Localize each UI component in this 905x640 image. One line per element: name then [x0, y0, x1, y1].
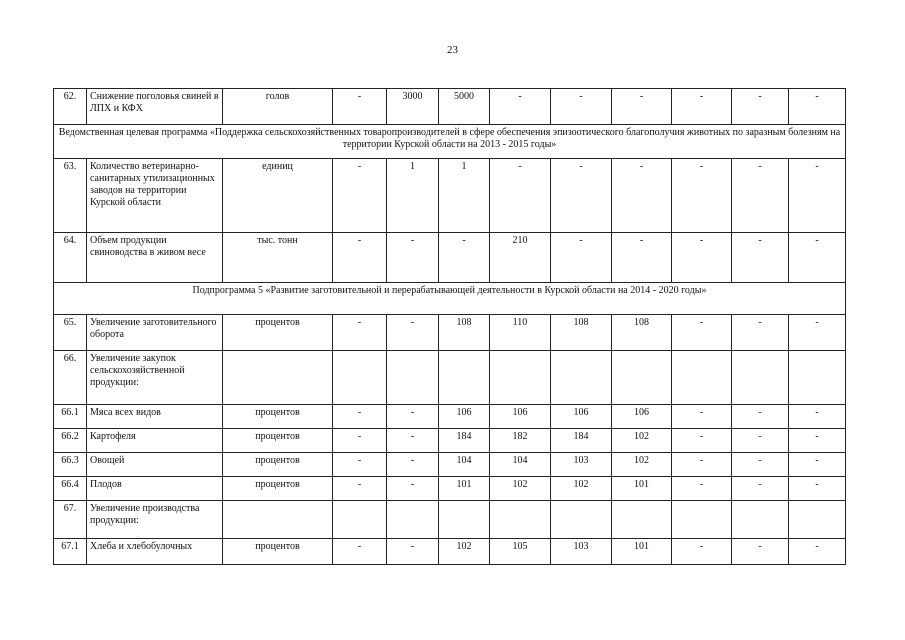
value-cell: 110	[490, 315, 551, 351]
value-cell: 103	[551, 539, 612, 565]
value-cell: -	[672, 453, 732, 477]
value-cell: -	[333, 405, 387, 429]
table-row	[54, 453, 846, 477]
indicator-name: Картофеля	[87, 429, 223, 453]
value-cell: -	[551, 89, 612, 125]
value-cell	[439, 501, 490, 539]
value-cell: 101	[612, 539, 672, 565]
row-number: 66.2	[54, 429, 87, 453]
value-cell: -	[732, 477, 789, 501]
value-cell: -	[732, 453, 789, 477]
value-cell: 101	[439, 477, 490, 501]
value-cell	[672, 351, 732, 405]
section-title: Ведомственная целевая программа «Поддержка сельскохозяйственных товаропроизводителей в сфере обеспечения эпизоотического благополучия животных по заразным болезням на территории Курской области на 2013 - 2015 годы»	[54, 125, 846, 159]
value-cell: -	[789, 429, 846, 453]
value-cell: -	[551, 159, 612, 233]
indicator-name: Увеличение заготовительного оборота	[87, 315, 223, 351]
value-cell: -	[333, 159, 387, 233]
value-cell: -	[732, 233, 789, 283]
value-cell: -	[672, 89, 732, 125]
value-cell	[789, 501, 846, 539]
value-cell: 210	[490, 233, 551, 283]
value-cell: -	[387, 405, 439, 429]
unit-cell: голов	[223, 89, 333, 125]
value-cell	[732, 351, 789, 405]
value-cell: -	[789, 89, 846, 125]
value-cell: 106	[551, 405, 612, 429]
value-cell: -	[439, 233, 490, 283]
value-cell: 1	[439, 159, 490, 233]
value-cell: -	[672, 405, 732, 429]
value-cell: -	[333, 453, 387, 477]
indicator-name: Хлеба и хлебобулочных	[87, 539, 223, 565]
value-cell: -	[732, 405, 789, 429]
row-number: 63.	[54, 159, 87, 233]
value-cell: 105	[490, 539, 551, 565]
value-cell: -	[789, 233, 846, 283]
value-cell	[612, 501, 672, 539]
value-cell: -	[789, 405, 846, 429]
value-cell	[612, 351, 672, 405]
value-cell: -	[672, 477, 732, 501]
value-cell: -	[387, 477, 439, 501]
value-cell: 184	[551, 429, 612, 453]
indicators-table	[53, 88, 846, 565]
value-cell	[439, 351, 490, 405]
section-heading-row	[54, 283, 846, 315]
unit-cell	[223, 501, 333, 539]
value-cell: -	[333, 315, 387, 351]
value-cell	[551, 351, 612, 405]
value-cell: -	[732, 539, 789, 565]
page-number: 23	[447, 44, 458, 56]
table-row	[54, 477, 846, 501]
table-row	[54, 351, 846, 405]
value-cell: -	[732, 89, 789, 125]
value-cell: 104	[439, 453, 490, 477]
value-cell: -	[333, 233, 387, 283]
value-cell: -	[789, 159, 846, 233]
value-cell: 106	[612, 405, 672, 429]
value-cell: 3000	[387, 89, 439, 125]
value-cell: 108	[439, 315, 490, 351]
value-cell: -	[387, 429, 439, 453]
unit-cell: процентов	[223, 539, 333, 565]
table-row	[54, 315, 846, 351]
indicator-name: Увеличение закупок сельскохозяйственной продукции:	[87, 351, 223, 405]
table-row	[54, 405, 846, 429]
value-cell	[789, 351, 846, 405]
value-cell: 102	[490, 477, 551, 501]
value-cell: -	[789, 539, 846, 565]
table-row	[54, 89, 846, 125]
row-number: 66.4	[54, 477, 87, 501]
value-cell: 102	[551, 477, 612, 501]
value-cell: -	[672, 429, 732, 453]
value-cell: -	[387, 233, 439, 283]
value-cell: 182	[490, 429, 551, 453]
row-number: 66.3	[54, 453, 87, 477]
value-cell: -	[612, 89, 672, 125]
value-cell: 102	[612, 453, 672, 477]
indicator-name: Овощей	[87, 453, 223, 477]
value-cell	[490, 501, 551, 539]
indicator-name: Снижение поголовья свиней в ЛПХ и КФХ	[87, 89, 223, 125]
row-number: 67.	[54, 501, 87, 539]
value-cell: -	[789, 477, 846, 501]
value-cell: -	[672, 539, 732, 565]
value-cell: -	[732, 159, 789, 233]
value-cell: 108	[612, 315, 672, 351]
indicator-name: Объем продукции свиноводства в живом весе	[87, 233, 223, 283]
value-cell: 103	[551, 453, 612, 477]
value-cell: 184	[439, 429, 490, 453]
value-cell: -	[612, 159, 672, 233]
value-cell	[732, 501, 789, 539]
table-row	[54, 159, 846, 233]
value-cell	[333, 351, 387, 405]
value-cell: 1	[387, 159, 439, 233]
indicator-name: Увеличение производства продукции:	[87, 501, 223, 539]
section-heading-row	[54, 125, 846, 159]
value-cell: 101	[612, 477, 672, 501]
table-row	[54, 429, 846, 453]
value-cell: -	[732, 429, 789, 453]
section-title: Подпрограмма 5 «Развитие заготовительной и перерабатывающей деятельности в Курской области на 2014 - 2020 годы»	[54, 283, 846, 315]
value-cell: 104	[490, 453, 551, 477]
value-cell: -	[333, 477, 387, 501]
unit-cell: единиц	[223, 159, 333, 233]
row-number: 62.	[54, 89, 87, 125]
value-cell: -	[551, 233, 612, 283]
unit-cell: процентов	[223, 315, 333, 351]
value-cell	[333, 501, 387, 539]
value-cell: -	[672, 233, 732, 283]
table-row	[54, 501, 846, 539]
value-cell: -	[672, 159, 732, 233]
value-cell	[672, 501, 732, 539]
indicator-name: Мяса всех видов	[87, 405, 223, 429]
indicator-name: Плодов	[87, 477, 223, 501]
value-cell	[490, 351, 551, 405]
value-cell: -	[672, 315, 732, 351]
unit-cell: процентов	[223, 477, 333, 501]
value-cell: -	[333, 539, 387, 565]
value-cell: 102	[439, 539, 490, 565]
value-cell: -	[789, 315, 846, 351]
value-cell: 106	[439, 405, 490, 429]
row-number: 66.	[54, 351, 87, 405]
unit-cell	[223, 351, 333, 405]
table-row	[54, 233, 846, 283]
value-cell	[387, 351, 439, 405]
value-cell: -	[387, 453, 439, 477]
value-cell: -	[732, 315, 789, 351]
value-cell: -	[789, 453, 846, 477]
value-cell: -	[333, 89, 387, 125]
value-cell: -	[387, 539, 439, 565]
row-number: 65.	[54, 315, 87, 351]
value-cell: -	[490, 159, 551, 233]
table-row	[54, 539, 846, 565]
value-cell	[387, 501, 439, 539]
indicator-name: Количество ветеринарно-санитарных утилизационных заводов на территории Курской области	[87, 159, 223, 233]
value-cell: -	[333, 429, 387, 453]
row-number: 67.1	[54, 539, 87, 565]
unit-cell: тыс. тонн	[223, 233, 333, 283]
unit-cell: процентов	[223, 405, 333, 429]
value-cell: -	[612, 233, 672, 283]
value-cell: -	[387, 315, 439, 351]
value-cell: 5000	[439, 89, 490, 125]
value-cell: 108	[551, 315, 612, 351]
value-cell: 102	[612, 429, 672, 453]
value-cell	[551, 501, 612, 539]
unit-cell: процентов	[223, 453, 333, 477]
unit-cell: процентов	[223, 429, 333, 453]
row-number: 66.1	[54, 405, 87, 429]
row-number: 64.	[54, 233, 87, 283]
value-cell: 106	[490, 405, 551, 429]
value-cell: -	[490, 89, 551, 125]
